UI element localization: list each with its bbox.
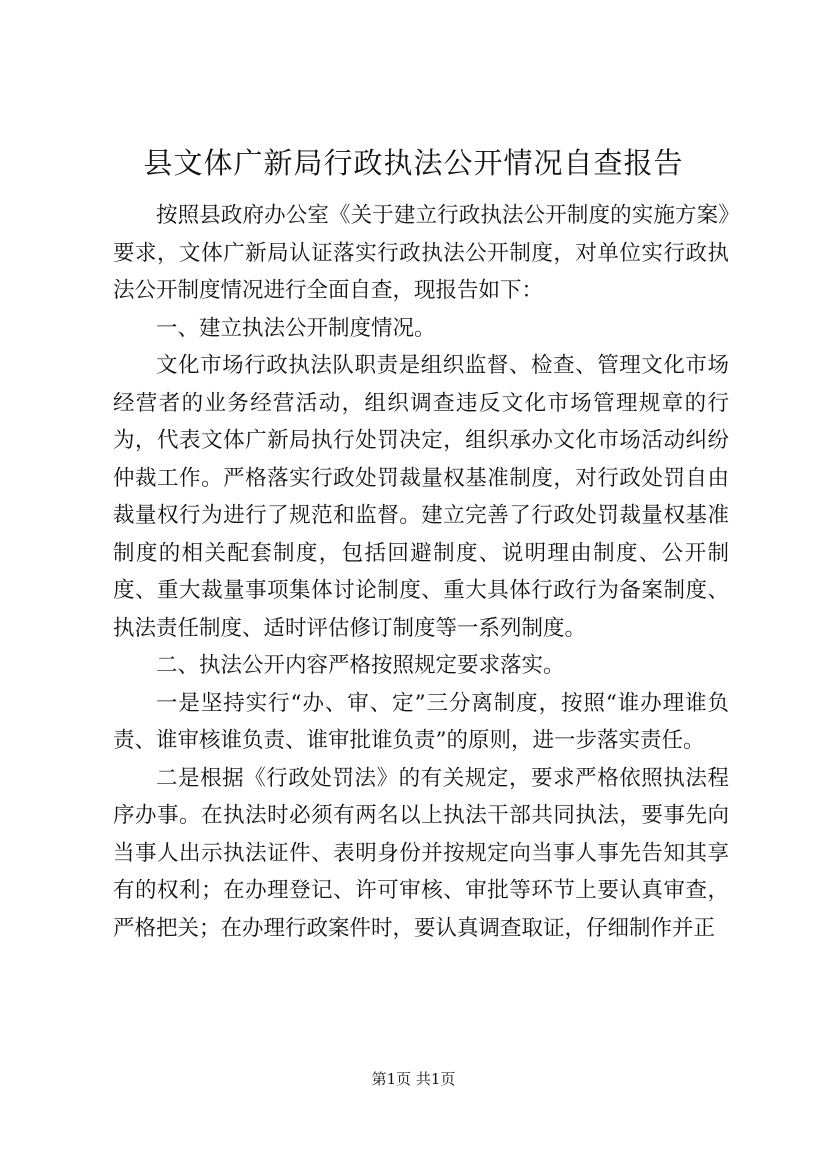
paragraph: 二是根据《行政处罚法》的有关规定，要求严格依照执法程序办事。在执法时必须有两名以上执法干部共同执法，要事先向当事人出示执法证件、表明身份并按规定向当事人事先告知其享有的权利；在办理登记、许可审核、审批等环节上要认真审查，严格把关；在办理行政案件时，要认真调查取证，仔细制作并正 <box>113 765 729 941</box>
document-body <box>113 197 729 947</box>
paragraph: 一是坚持实行“办、审、定”三分离制度，按照“谁办理谁负责、谁审核谁负责、谁审批谁负责”的原则，进一步落实责任。 <box>113 690 729 753</box>
section-heading: 二、执法公开内容严格按照规定要求落实。 <box>156 653 565 678</box>
paragraph: 按照县政府办公室《关于建立行政执法公开制度的实施方案》要求，文体广新局认证落实行政执法公开制度，对单位实行政执法公开制度情况进行全面自查，现报告如下： <box>113 203 729 303</box>
paragraph: 文化市场行政执法队职责是组织监督、检查、管理文化市场经营者的业务经营活动，组织调查违反文化市场管理规章的行为，代表文体广新局执行处罚决定，组织承办文化市场活动纠纷仲裁工作。严格落实行政处罚裁量权基准制度，对行政处罚自由裁量权行为进行了规范和监督。建立完善了行政处罚裁量权基准制度的相关配套制度，包括回避制度、说明理由制度、公开制度、重大裁量事项集体讨论制度、重大具体行政行为备案制度、执法责任制度、适时评估修订制度等一系列制度。 <box>113 353 729 641</box>
section-heading: 一、建立执法公开制度情况。 <box>156 315 436 341</box>
document-title: 县文体广新局行政执法公开情况自查报告 <box>143 146 684 180</box>
page-footer: 第1页 共1页 <box>371 1070 456 1088</box>
